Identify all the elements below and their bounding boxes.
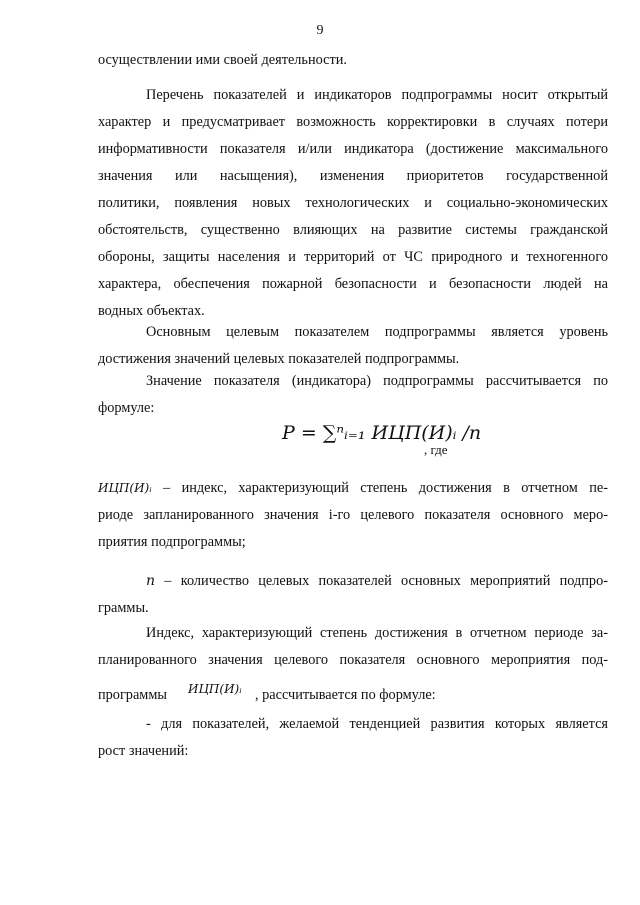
text-fragment: программы [98, 687, 168, 703]
text-line: характера, обеспечения пожарной безопасности и безопасности людей на [98, 276, 608, 292]
text-line: - для показателей, желаемой тенденцией развития которых является [146, 716, 608, 732]
text-line: обстоятельств, существенно влияющих на развитие системы гражданской [98, 222, 608, 238]
text-line: характер и предусматривает возможность корректировки в случаях потери [98, 114, 608, 130]
page-number: 9 [316, 23, 324, 38]
paragraph-3 [98, 368, 608, 422]
text-line: граммы. [98, 600, 149, 616]
paragraph-4-last-line [98, 687, 167, 704]
index-symbol: ИЦП(И)ᵢ [188, 682, 242, 696]
paragraph-1 [98, 82, 608, 325]
paragraph-0 [98, 47, 608, 74]
text-line: Основным целевым показателем подпрограммы является уровень [146, 324, 608, 340]
text-line: планированного значения целевого показателя основного мероприятия под- [98, 652, 608, 668]
formula-suffix: , где [424, 442, 448, 457]
definition-text: – количество целевых показателей основных мероприятий подпро- [155, 573, 608, 589]
text-line: обороны, защиты населения и территорий от ЧС природного и техногенного [98, 249, 608, 265]
text-line: Индекс, характеризующий степень достижения в отчетном периоде за- [146, 625, 608, 641]
formula-expression: P = ∑ⁿᵢ₌₁ ИЦП(И)ᵢ /n [282, 422, 482, 444]
formula-P [282, 422, 482, 457]
text-line: информативности показателя и/или индикатора (достижение максимального [98, 141, 608, 157]
definition-text: – индекс, характеризующий степень достижения в отчетном пе- [151, 480, 608, 496]
text-line: водных объектах. [98, 303, 205, 319]
paragraph-4 [98, 620, 608, 674]
text-line [98, 568, 608, 595]
index-symbol-inline [188, 681, 242, 698]
text-line: достижения значений целевых показателей подпрограммы. [98, 351, 460, 367]
text-line: приятия подпрограммы; [98, 534, 246, 550]
paragraph-2 [98, 319, 608, 373]
paragraph-5 [98, 711, 608, 765]
text-line: риоде запланированного значения i-го целевого показателя основного меро- [98, 507, 608, 523]
text-line: рост значений: [98, 743, 189, 759]
text-line: формуле: [98, 400, 155, 416]
paragraph-4-tail [255, 687, 436, 704]
text-line: Значение показателя (индикатора) подпрограммы рассчитывается по [146, 373, 608, 389]
index-symbol: ИЦП(И)ᵢ [98, 481, 152, 495]
text-line: Перечень показателей и индикаторов подпрограммы носит открытый [146, 87, 608, 103]
definition-n [98, 568, 608, 622]
text-line: политики, появления новых технологических и социально-экономических [98, 195, 608, 211]
text-line: значения или насыщения), изменения приоритетов государственной [98, 168, 608, 184]
text-fragment: , рассчитывается по формуле: [255, 687, 436, 703]
definition-index [98, 475, 608, 556]
n-symbol: n [146, 573, 156, 589]
text-line: осуществлении ими своей деятельности. [98, 52, 347, 68]
text-line [98, 475, 608, 502]
